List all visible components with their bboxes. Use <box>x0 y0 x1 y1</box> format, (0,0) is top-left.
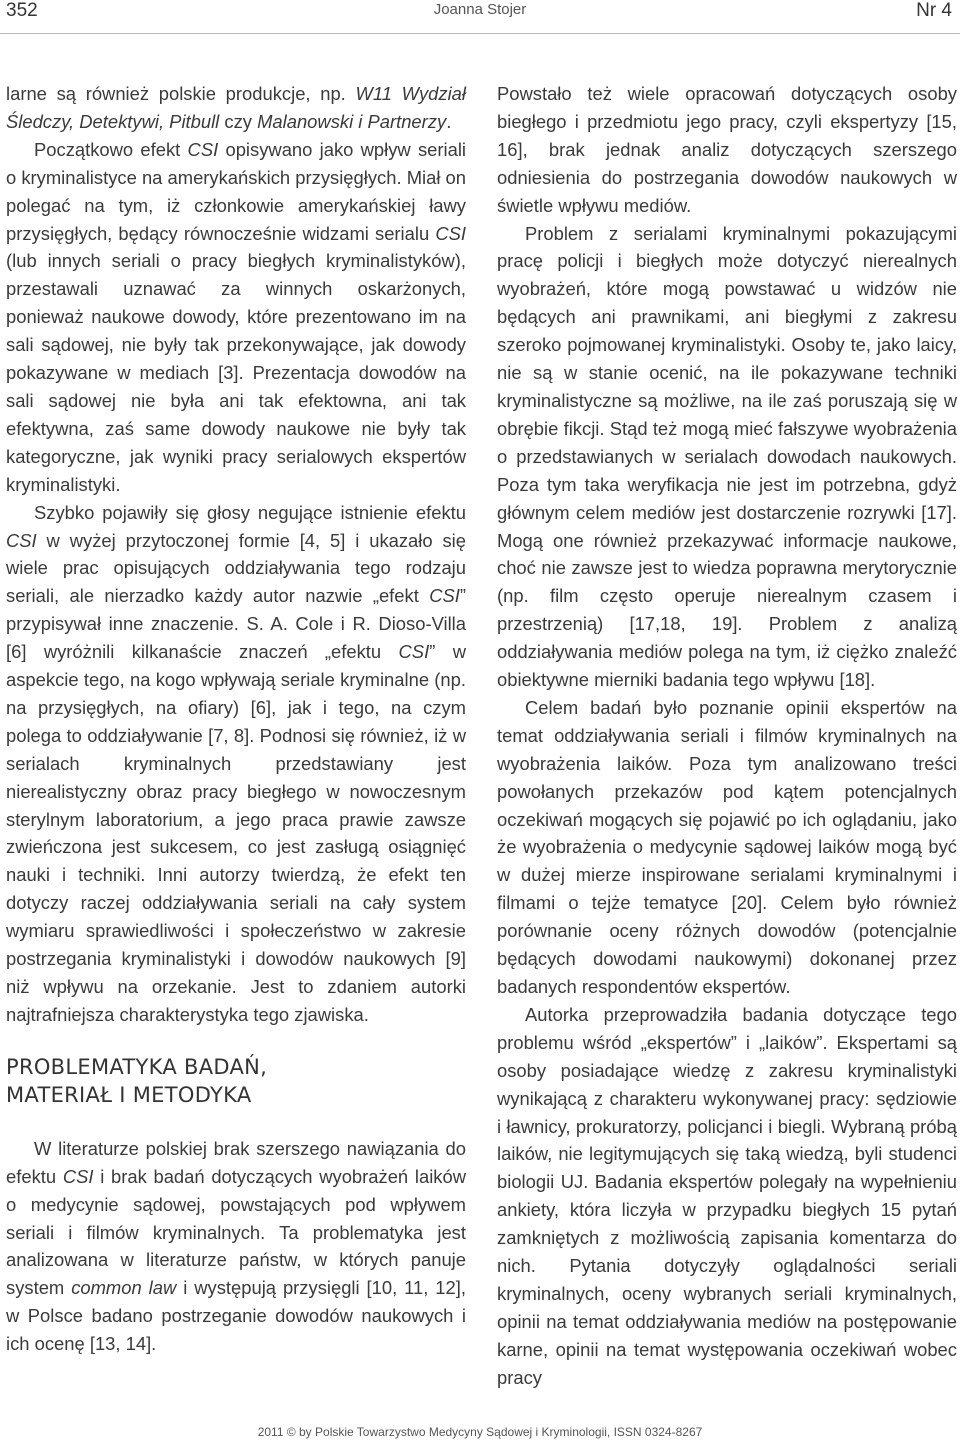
italic-term: CSI <box>429 585 460 607</box>
italic-term: CSI <box>435 222 466 244</box>
left-column <box>6 80 466 1358</box>
copyright-footer: 2011 © by Polskie Towarzystwo Medycyny Sądowej i Kryminologii, ISSN 0324-8267 <box>257 1425 703 1439</box>
paragraph <box>6 499 466 1029</box>
paragraph <box>6 1135 466 1358</box>
text-run: Szybko pojawiły się głosy negujące istnienie efektu <box>34 501 466 523</box>
paragraph: Celem badań było poznanie opinii ekspertów na temat oddziaływania seriali i filmów kryminalnych na wyobrażenia laików. Poza tym analizowano treści powołanych przekazów pod kątem potencjalnych oczekiwań mogących się pojawić po ich oglądaniu, jako że wyobrażenia o medycynie sądowej laików mogą być w dużej mierze inspirowane serialami kryminalnymi i filmami o tejże tematyce [20]. Celem było również porównanie oceny różnych dowodów (potencjalnie będących dowodami naukowymi) dokonanej przez badanych respondentów ekspertów. <box>497 696 957 997</box>
text-run: w wyżej przytoczonej formie [4, 5] i ukazało się wiele prac opisujących oddziaływania tego rodzaju seriali, ale nierzadko każdy autor nazwie „efekt <box>6 529 466 607</box>
text-run: (lub innych seriali o pracy biegłych kryminalistyków), przestawali uznawać za winnych oskarżonych, ponieważ naukowe dowody, które prezentowano im na sali sądowej, nie były tak przekonywające, jak dowody pokazywane w mediach [3]. Prezentacja dowodów na sali sądowej nie była ani tak efektowna, ani tak efektywna, zaś same dowody naukowe nie były tak kategoryczne, jak wyniki pracy serialowych ekspertów kryminalistyki. <box>6 250 466 495</box>
paragraph <box>6 136 466 499</box>
italic-term: CSI <box>398 641 430 663</box>
paragraph: Problem z serialami kryminalnymi pokazującymi pracę policji i biegłych może dotyczyć nierealnych wyobrażeń, które mogą powstawać u widzów nie będących ani prawnikami, ani biegłymi z zakresu szeroko pojmowanej kryminalistyki. Osoby te, jako laicy, nie są w stanie ocenić, na ile pokazywane techniki kryminalistyczne są możliwe, na ile zaś poruszają się w obrębie fikcji. Stąd też mogą mieć fałszywe wyobrażenia o przedstawianych w serialach dowodach naukowych. Poza tym taka weryfikacja nie jest im potrzebna, gdyż głównym celem mediów jest dostarczenie rozrywki [17]. Mogą one również przekazywać informacje naukowe, choć nie zawsze jest to wiedza poprawna merytorycznie (np. film często operuje nierealnym czasem i przestrzenią) [17,18, 19]. Problem z analizą oddziaływania mediów polega na tym, iż ciężko znaleźć obiektywne mierniki badania tego wpływu [18]. <box>497 222 957 691</box>
issue-number: Nr 4 <box>916 0 952 21</box>
section-heading-line: PROBLEMATYKA BADAŃ, <box>6 1054 268 1079</box>
text-run: opisywano jako wpływ seriali o kryminalistyce na amerykańskich przysięgłych. Miał on polegać na tym, iż członkowie amerykańskiej ławy przysięgłych, będący równocześnie widzami serialu <box>6 138 466 244</box>
paragraph: Powstało też wiele opracowań dotyczących osoby biegłego i przedmiotu jego pracy, czyli ekspertyzy [15, 16], brak jednak analiz dotyczących szerszego odniesienia do postrzegania dowodów naukowych w świetle wpływu mediów. <box>497 83 957 216</box>
section-heading-line: MATERIAŁ I METODYKA <box>6 1082 252 1107</box>
italic-title: Malanowski i Partnerzy <box>257 110 447 132</box>
italic-title: W11 Wydział Śledczy, Detektywi, Pitbull <box>6 83 466 132</box>
text-run: W literaturze polskiej brak szerszego nawiązania do efektu <box>6 1137 466 1187</box>
text-run: Początkowo efekt <box>34 138 188 160</box>
text-run: . <box>446 110 452 132</box>
italic-term: CSI <box>62 1165 94 1187</box>
italic-term: common law <box>71 1277 177 1299</box>
text-run: i występują przysięgli [10, 11, 12], w Polsce badano postrzeganie dowodów naukowych i ich ocenę [13, 14]. <box>6 1277 466 1355</box>
italic-term: CSI <box>187 138 219 160</box>
right-column <box>497 80 957 1392</box>
text-run: ” przypisywał inne znaczenie. S. A. Cole i R. Dioso-Villa [6] wyróżnili kilkanaście znaczeń „efektu <box>6 585 466 663</box>
paragraph-continued <box>6 80 466 136</box>
section-heading <box>6 1053 466 1109</box>
text-run: larne są również polskie produkcje, np. <box>6 83 356 104</box>
running-head-author: Joanna Stojer <box>433 1 527 18</box>
italic-term: CSI <box>6 529 37 551</box>
page-header <box>0 0 960 30</box>
text-run: ” w aspekcie tego, na kogo wpływają seriale kryminalne (np. na przysięgłych, na ofiary) [6], jak i tego, na czym polega to oddziaływanie [7, 8]. Podnosi się również, iż w serialach kryminalnych przedstawiany jest nierealistyczny obraz pracy biegłego w nowoczesnym sterylnym laboratorium, a jego praca prawie zawsze zwieńczona jest sukcesem, co jest zasługą osiągnięć nauki i techniki. Inni autorzy twierdzą, że efekt ten dotyczy raczej oddziaływania seriali na cały system wymiaru sprawiedliwości i społeczeństwo w zakresie postrzegania kryminalistyki i dowodów naukowych [9] niż wpływu na orzekanie. Jest to zdaniem autorki najtrafniejsza charakterystyka tego zjawiska. <box>6 641 466 1025</box>
paragraph: Autorka przeprowadziła badania dotyczące tego problemu wśród „ekspertów” i „laików”. Ekspertami są osoby posiadające wiedzę z zakresu kryminalistyki wynikającą z charakteru wykonywanej pracy: sędziowie i ławnicy, prokuratorzy, policjanci i biegli. Wybraną próbą laików, nie legitymujących się taką wiedzą, byli studenci biologii UJ. Badania ekspertów polegały na wypełnieniu ankiety, która liczyła w przypadku biegłych 15 pytań zamkniętych z możliwością zapisania komentarza do nich. Pytania dotyczyły oglądalności seriali kryminalnych, oceny wybranych seriali kryminalnych, opinii na temat oddziaływania mediów na postępowanie karne, opinii na temat występowania oczekiwań wobec pracy <box>497 1003 957 1388</box>
text-run: czy <box>219 110 258 132</box>
page-number: 352 <box>6 0 38 21</box>
header-rule <box>0 33 960 34</box>
text-run: i brak badań dotyczących wyobrażeń laików o medycynie sądowej, powstających pod wpływem seriali i filmów kryminalnych. Ta problematyka jest analizowana w literaturze państw, w których panuje system <box>6 1165 466 1299</box>
